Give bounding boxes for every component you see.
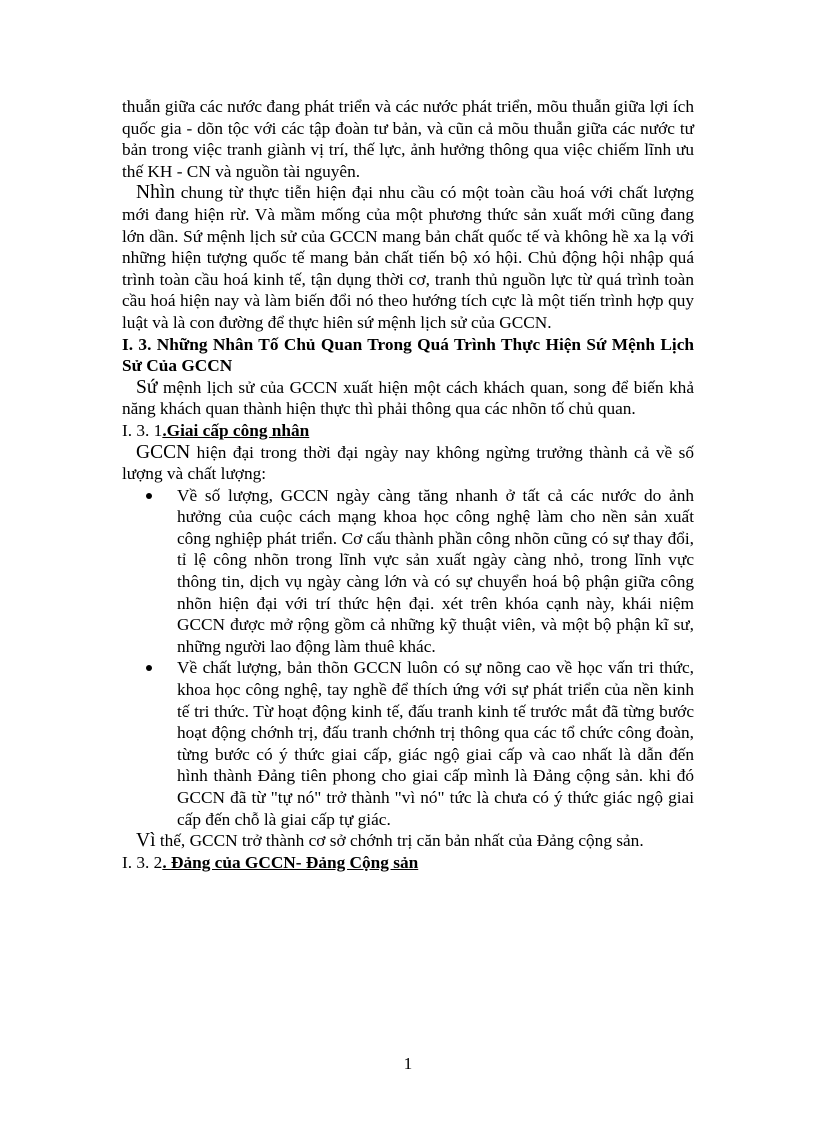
paragraph-lead-word: Nhìn — [136, 182, 175, 204]
bullet-icon — [146, 493, 152, 499]
subsection-number: I. 3. 2 — [122, 852, 163, 872]
subsection-title: .Giai cấp công nhân — [162, 420, 310, 440]
bullet-icon — [146, 665, 152, 671]
paragraph-conclusion — [122, 830, 694, 852]
paragraph-working-class-growth — [122, 442, 694, 485]
page-number: 1 — [403, 1054, 413, 1073]
list-item-text: Về số lượng, GCCN ngày càng tăng nhanh ở tất cả các nước do ảnh hưởng của cuộc cách mạng khoa học công nghệ làm cho nền sản xuất công nghiệp phát triển. Cơ cấu thành phần công nhõn cũng có sự thay đổi, tỉ lệ công nhõn trong lĩnh vực sản xuất ngày càng nhỏ, trong lĩnh vực thông tin, dịch vụ ngày càng lớn và có sự chuyển hoá bộ phận giữa công nhõn hiện đại với trí thức hện đại. xét trên khóa cạnh này, khái niệm GCCN được mở rộng gồm cả những kỹ thuật viên, và một bộ phận kĩ sư, những người lao động làm thuê khác. — [177, 485, 694, 656]
paragraph-lead-word: Vì — [136, 830, 156, 852]
section-heading-subjective-factors: I. 3. Những Nhân Tố Chủ Quan Trong Quá Trình Thực Hiện Sứ Mệnh Lịch Sử Của GCCN — [122, 334, 694, 376]
paragraph-body: mệnh lịch sử của GCCN xuất hiện một cách khách quan, song để biến khả năng khách quan thành hiện thực thì phải thông qua các nhõn tố chủ quan. — [122, 377, 694, 419]
document-page — [122, 96, 694, 873]
subsection-title: . Đảng của GCCN- Đảng Cộng sản — [162, 852, 419, 872]
paragraph-body: hiện đại trong thời đại ngày nay không ngừng trưởng thành cả về số lượng và chất lượng: — [122, 442, 694, 484]
subsection-heading-communist-party — [122, 852, 694, 874]
list-item — [122, 485, 694, 658]
paragraph-lead-word: Sứ — [136, 376, 158, 398]
paragraph-historical-mission — [122, 377, 694, 420]
subsection-heading-working-class — [122, 420, 694, 442]
subsection-number: I. 3. 1 — [122, 420, 163, 440]
paragraph-body: thế, GCCN trở thành cơ sở chớnh trị căn bản nhất của Đảng cộng sản. — [155, 831, 644, 851]
paragraph-globalization — [122, 182, 694, 333]
bullet-list — [122, 485, 694, 831]
paragraph-lead-word: GCCN — [136, 441, 191, 463]
paragraph-contradictions: thuẫn giữa các nước đang phát triển và các nước phát triển, mõu thuẫn giữa lợi ích quốc gia - dõn tộc với các tập đoàn tư bản, và cũn cả mõu thuẫn giữa các nước tư bản trong việc tranh giành vị trí, thế lực, ảnh hưởng thông qua việc chiếm lĩnh ưu thế KH - CN và nguồn tài nguyên. — [122, 97, 694, 181]
list-item-text: Về chất lượng, bản thõn GCCN luôn có sự nõng cao về học vấn tri thức, khoa học công nghệ, tay nghề để thích ứng với sự phát triển của nền kinh tế tri thức. Từ hoạt động kinh tế, đấu tranh kinh tế trước mắt đã từng bước hoạt động chớnh trị, đấu tranh chớnh trị thông qua các tổ chức công đoàn, từng bước có ý thức giai cấp, giác ngộ giai cấp và cao nhất là dẫn đến hình thành Đảng tiên phong cho giai cấp mình là Đảng cộng sản. khi đó GCCN đã từ "tự nó" trở thành "vì nó" tức là chưa có ý thức giác ngộ giai cấp đến chỗ là giai cấp tự giác. — [177, 658, 694, 829]
list-item — [122, 657, 694, 830]
paragraph-body: chung từ thực tiễn hiện đại nhu cầu có một toàn cầu hoá với chất lượng mới đang hiện rừ. Và mầm mống của một phương thức sản xuất mới cũng đang lớn dần. Sứ mệnh lịch sử của GCCN mang bản chất quốc tế và không hề xa lạ với những hiện tượng quốc tế mang bản chất tiến bộ xó hội. Chủ động hội nhập quá trình toàn cầu hoá kinh tế, tận dụng thời cơ, tranh thủ nguồn lực từ quá trình toàn cầu hoá hiện nay và làm biến đổi nó theo hướng tích cực là một tiến trình hợp quy luật và là con đường để thực hiên sứ mệnh lịch sử của GCCN. — [122, 183, 694, 332]
